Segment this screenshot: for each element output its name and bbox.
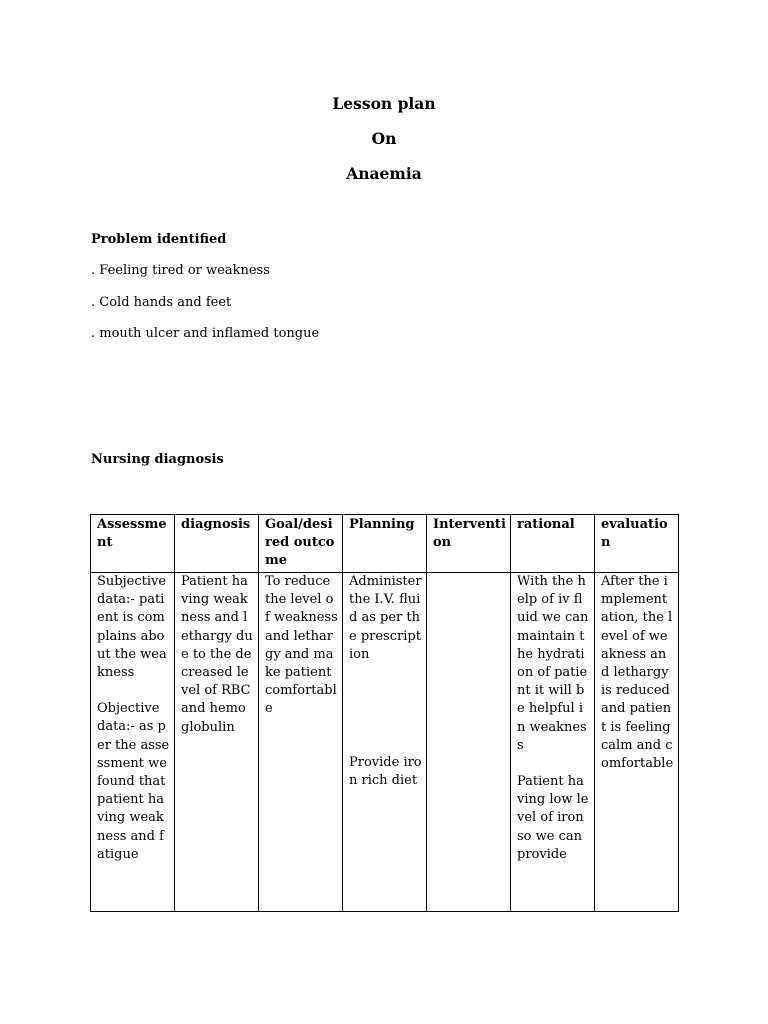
header-assessment: Assessment (91, 515, 175, 573)
header-planning: Planning (343, 515, 427, 573)
problem-item: . mouth ulcer and inflamed tongue (91, 326, 320, 341)
cell-goal: To reduce the level of weakness and lethargy and make patient comfortable (259, 573, 343, 912)
header-intervention: Intervention (427, 515, 511, 573)
problem-list (91, 262, 319, 357)
cell-evaluation: After the implementation, the level of weakness and lethargy is reduced and patient is feeling calm and comfortable (595, 573, 679, 912)
cell-rational (511, 573, 595, 912)
problem-item: . Feeling tired or weakness (91, 263, 270, 278)
problem-item: . Cold hands and feet (91, 294, 232, 310)
header-diagnosis: diagnosis (175, 515, 259, 573)
cell-diagnosis: Patient having weakness and lethargy due to the decreased level of RBC and hemoglobulin (175, 573, 259, 912)
subjective-data: Subjective data:- patient is complains about the weakness (97, 574, 167, 681)
document-subject: Anaemia (346, 164, 422, 183)
nursing-care-plan-table (90, 514, 679, 912)
table-header-row (91, 515, 679, 573)
rational-iron: Patient having low level of iron so we can provide (517, 774, 589, 862)
planning-iv-fluid: Administer the I.V. fluid as per the prescription (349, 574, 422, 662)
planning-iron-diet: Provide iron rich diet (349, 755, 422, 789)
problem-identified-heading: Problem identified (91, 232, 227, 247)
document-title: Lesson plan (332, 94, 436, 113)
document-title-connector: On (371, 129, 397, 148)
nursing-diagnosis-heading: Nursing diagnosis (91, 452, 224, 467)
header-evaluation: evaluation (595, 515, 679, 573)
cell-intervention (427, 573, 511, 912)
table-row (91, 573, 679, 912)
objective-data: Objective data:- as per the assessment we found that patient having weakness and fatigue (97, 701, 170, 862)
header-goal: Goal/desired outcome (259, 515, 343, 573)
header-rational: rational (511, 515, 595, 573)
cell-planning (343, 573, 427, 912)
rational-iv-fluid: With the help of iv fluid we can maintain the hydration of patient it will be helpful in weakness (517, 574, 589, 753)
cell-assessment (91, 573, 175, 912)
